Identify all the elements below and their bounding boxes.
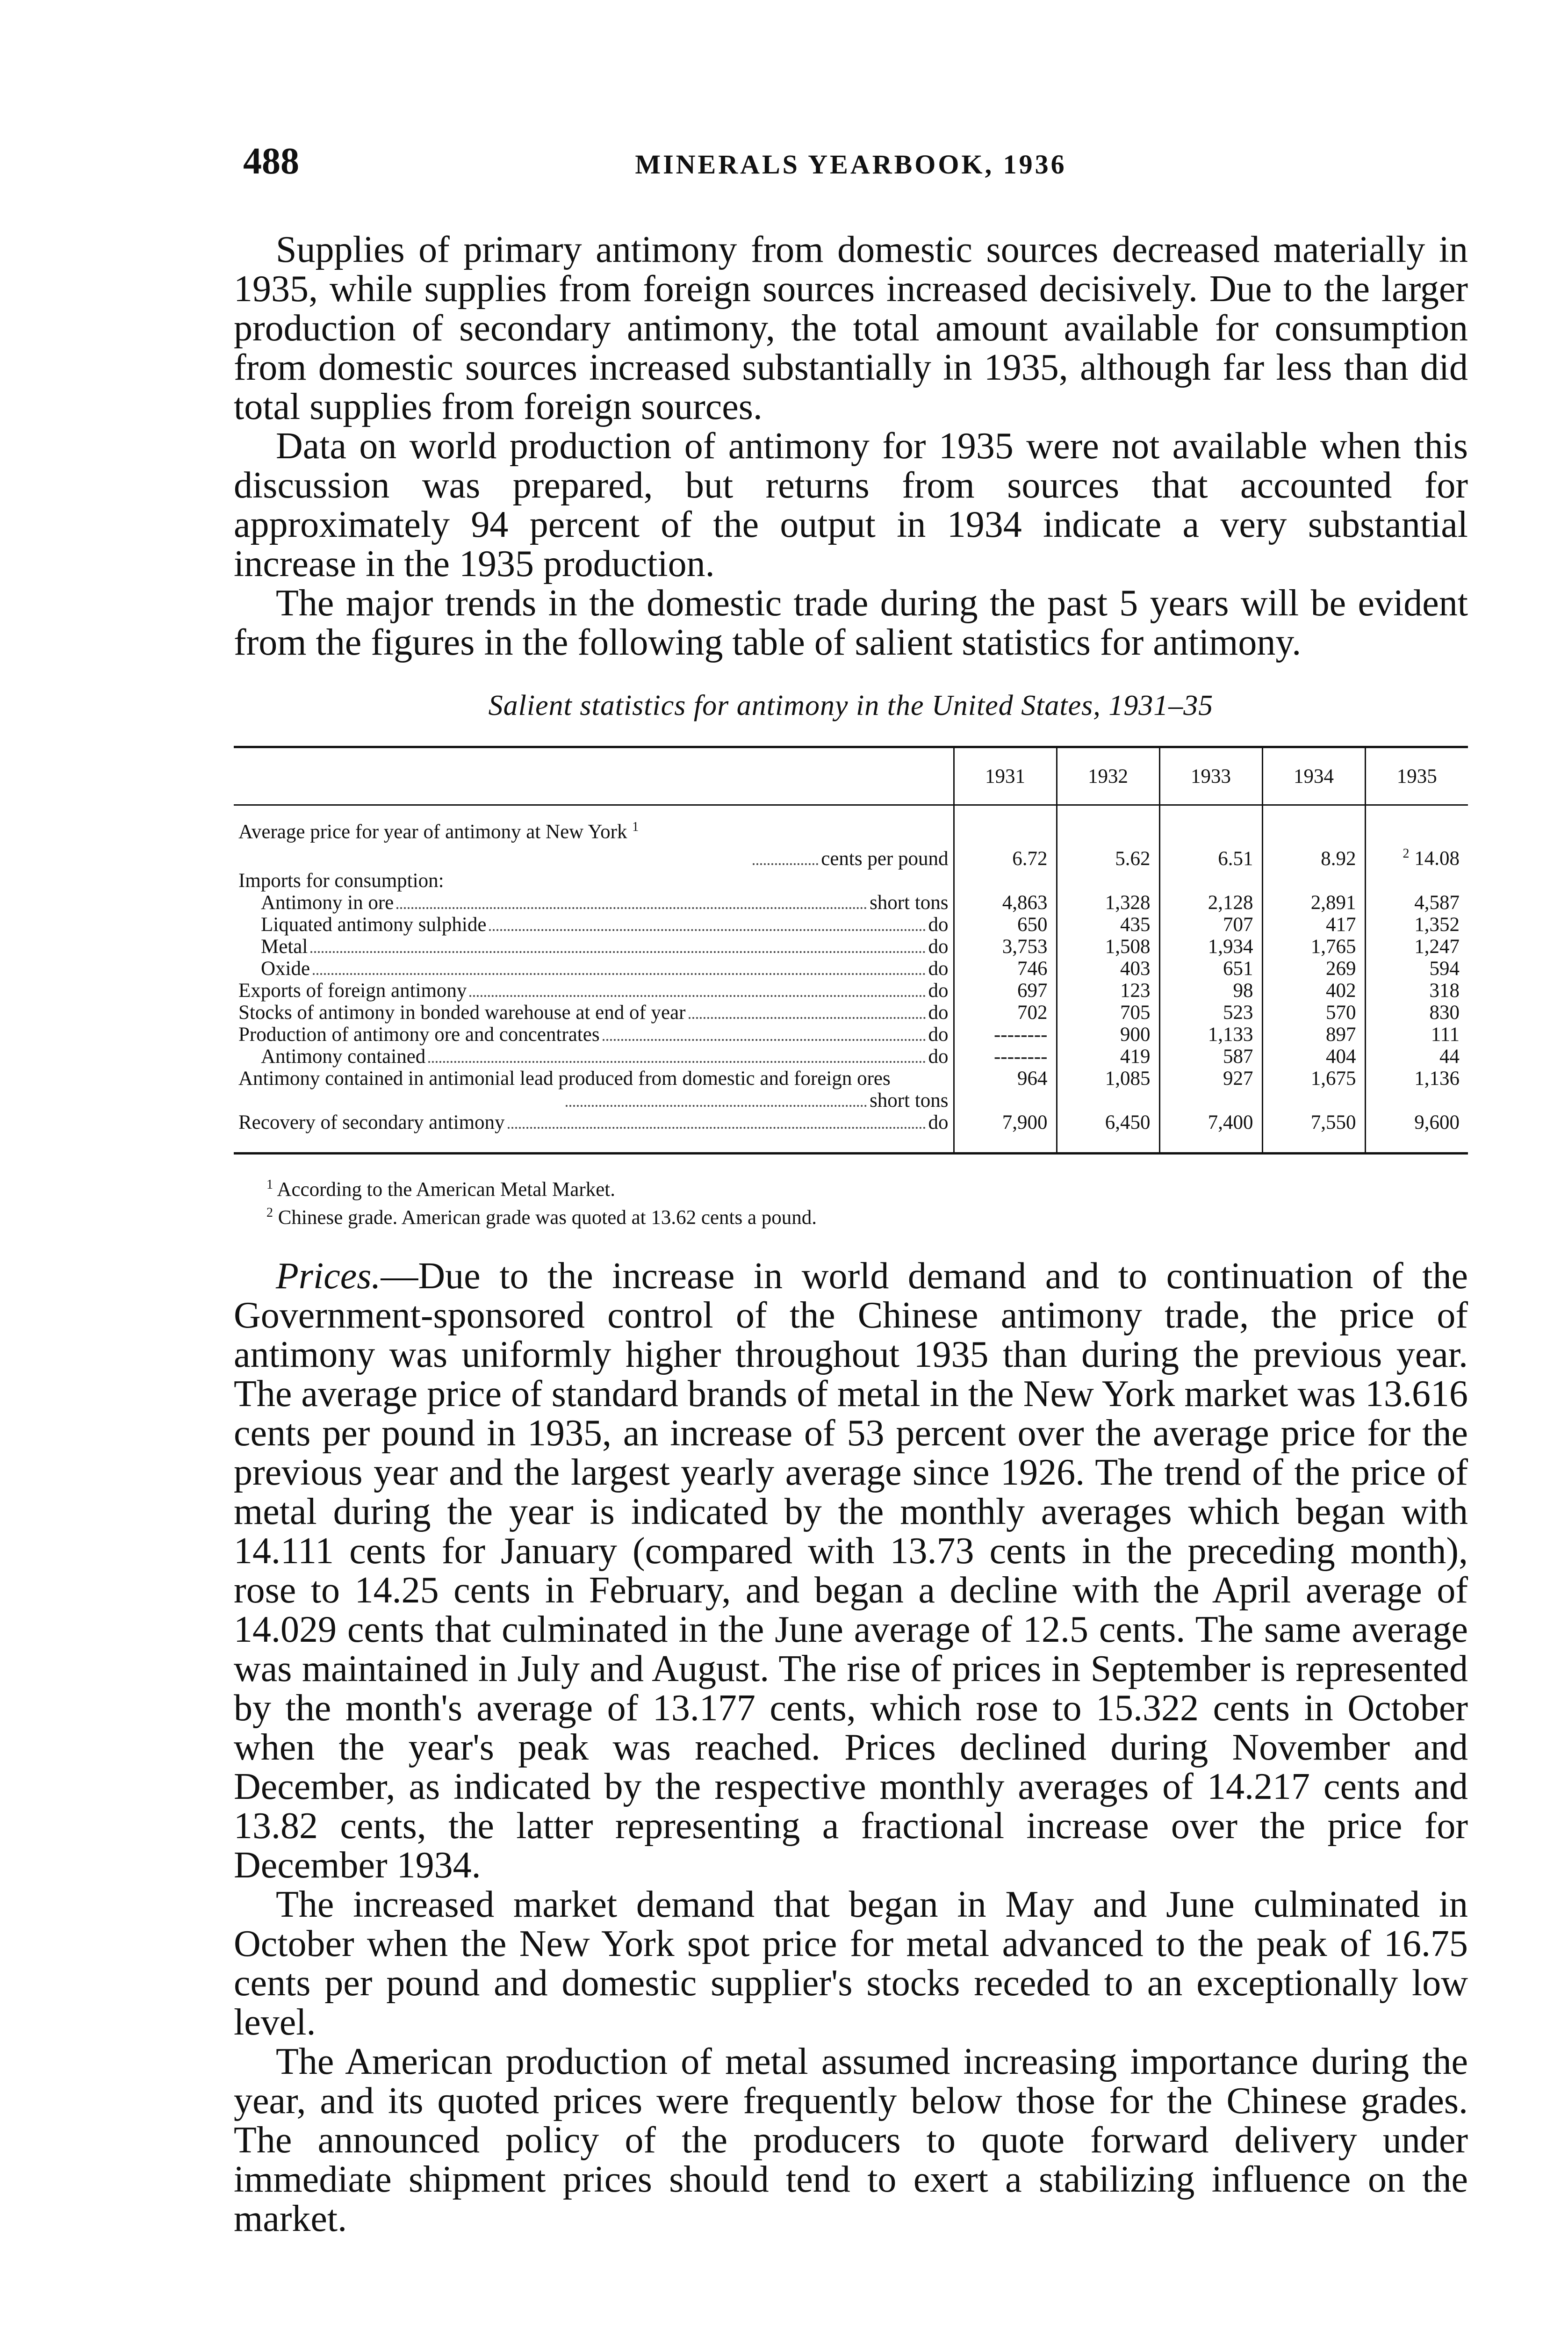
table-cell: 6.51 (1159, 843, 1262, 869)
table-cell: 705 (1057, 1002, 1159, 1024)
table-header-row (234, 747, 1468, 805)
table-cell: 403 (1057, 958, 1159, 980)
table-row (234, 1111, 1468, 1133)
table-row (234, 892, 1468, 914)
row-unit: cents per pound (234, 843, 954, 869)
header-blank-cell (234, 747, 954, 805)
salient-statistics-table (234, 746, 1468, 1155)
table-row (234, 816, 1468, 843)
row-label: Metal do (261, 935, 949, 958)
table-cell: 830 (1365, 1002, 1468, 1024)
row-label: Stocks of antimony in bonded warehouse at end of year do (238, 1001, 949, 1024)
closing-paragraph-1: The increased market demand that began in May and June culminated in October when the New York spot price for metal advanced to the peak of 16.75 cents per pound and domestic supplier's stocks receded to an exceptionally low level. (234, 1884, 1468, 2043)
table-row (234, 958, 1468, 980)
table-cell: 7,550 (1262, 1111, 1365, 1133)
table-cell: 5.62 (1057, 843, 1159, 869)
table-cell: 6.72 (954, 843, 1057, 869)
table-row (234, 1046, 1468, 1068)
table-cell: 435 (1057, 914, 1159, 936)
table-cell: 702 (954, 1002, 1057, 1024)
row-label: Antimony contained in antimonial lead produced from domestic and foreign ores (238, 1067, 891, 1090)
table-row (234, 1090, 1468, 1111)
table-cell: 1,508 (1057, 936, 1159, 958)
table-row (234, 843, 1468, 869)
table-cell: 594 (1365, 958, 1468, 980)
table-cell: 707 (1159, 914, 1262, 936)
table-row (234, 1002, 1468, 1024)
table-cell: 900 (1057, 1024, 1159, 1046)
prices-paragraph: Prices.—Due to the increase in world demand and to continuation of the Government-sponsored control of the Chinese antimony trade, the price of antimony was uniformly higher throughout 1935 than during the previous year. The average price of standard brands of metal in the New York market was 13.616 cents per pound in 1935, an increase of 53 percent over the average price for the previous year and the largest yearly average since 1926. The trend of the price of metal during the year is indicated by the monthly averages which began with 14.111 cents for January (compared with 13.73 cents in the preceding month), rose to 14.25 cents in February, and began a decline with the April average of 14.029 cents that culminated in the June average of 12.5 cents. The same average was maintained in July and August. The rise of prices in September is represented by the month's average of 13.177 cents, which rose to 15.322 cents in October when the year's peak was reached. Prices declined during November and December, as indicated by the respective monthly averages of 14.217 cents and 13.82 cents, the latter representing a fractional increase over the price for December 1934. (234, 1256, 1468, 1886)
table-cell: 650 (954, 914, 1057, 936)
table-cell: 8.92 (1262, 843, 1365, 869)
footnote: $^2$ Chinese grade. American grade was quoted at 13.62 cents a pound. (266, 1205, 817, 1229)
year-header: 1933 (1159, 747, 1262, 805)
table-row (234, 1024, 1468, 1046)
intro-paragraph-2: Data on world production of antimony for 1935 were not available when this discussion was prepared, but returns from sources that accounted for approximately 94 percent of the output in 1934 indicate a very substantial increase in the 1935 production. (234, 426, 1468, 584)
table-cell: 1,765 (1262, 936, 1365, 958)
row-label: Antimony in ore short tons (261, 891, 949, 914)
table-cell: 1,247 (1365, 936, 1468, 958)
row-unit: short tons (234, 1090, 954, 1111)
table-cell: 6,450 (1057, 1111, 1159, 1133)
running-title: MINERALS YEARBOOK, 1936 (635, 149, 1067, 180)
table-cell: 927 (1159, 1068, 1262, 1090)
table-cell: 2,128 (1159, 892, 1262, 914)
table-cell: 417 (1262, 914, 1365, 936)
row-label: Average price for year of antimony at New York $^1$ (238, 820, 639, 843)
row-label: Liquated antimony sulphide do (261, 913, 949, 936)
row-label: Antimony contained do (261, 1045, 949, 1068)
table-cell: 9,600 (1365, 1111, 1468, 1133)
table-cell: 4,587 (1365, 892, 1468, 914)
table-cell: 1,934 (1159, 936, 1262, 958)
table-cell: 523 (1159, 1002, 1262, 1024)
table-cell: 1,675 (1262, 1068, 1365, 1090)
table-cell: 746 (954, 958, 1057, 980)
table-cell: 419 (1057, 1046, 1159, 1068)
row-label: Recovery of secondary antimony do (238, 1111, 949, 1133)
table-row (234, 936, 1468, 958)
table-cell: 3,753 (954, 936, 1057, 958)
table-cell: $^2$ 14.08 (1365, 843, 1468, 869)
year-header: 1935 (1365, 747, 1468, 805)
table-cell: 402 (1262, 980, 1365, 1002)
table-cell: 4,863 (954, 892, 1057, 914)
table-cell: 318 (1365, 980, 1468, 1002)
table-cell: 111 (1365, 1024, 1468, 1046)
table-cell: 7,900 (954, 1111, 1057, 1133)
year-header: 1932 (1057, 747, 1159, 805)
table-cell: 7,400 (1159, 1111, 1262, 1133)
table-row (234, 1068, 1468, 1090)
table-cell: 1,352 (1365, 914, 1468, 936)
table-cell: 404 (1262, 1046, 1365, 1068)
year-header: 1934 (1262, 747, 1365, 805)
table-row (234, 914, 1468, 936)
footnote: $^1$ According to the American Metal Market. (266, 1177, 615, 1200)
table-cell: 1,136 (1365, 1068, 1468, 1090)
table-cell: 570 (1262, 1002, 1365, 1024)
intro-paragraph-1: Supplies of primary antimony from domestic sources decreased materially in 1935, while supplies from foreign sources increased decisively. Due to the larger production of secondary antimony, the total amount available for consumption from domestic sources increased substantially in 1935, although far less than did total supplies from foreign sources. (234, 229, 1468, 427)
table-footnotes (234, 1173, 1468, 1230)
row-label: Imports for consumption: (238, 869, 444, 892)
table-cell: -------- (954, 1046, 1057, 1068)
table-cell: 964 (954, 1068, 1057, 1090)
intro-paragraph-3: The major trends in the domestic trade during the past 5 years will be evident from the figures in the following table of salient statistics for antimony. (234, 583, 1468, 663)
table-cell: 1,085 (1057, 1068, 1159, 1090)
table-row (234, 870, 1468, 892)
row-label: Production of antimony ore and concentrates do (238, 1023, 949, 1046)
table-cell: 98 (1159, 980, 1262, 1002)
table-cell: 2,891 (1262, 892, 1365, 914)
table-cell: 1,133 (1159, 1024, 1262, 1046)
table-cell: 123 (1057, 980, 1159, 1002)
table-cell: 651 (1159, 958, 1262, 980)
table-cell: 269 (1262, 958, 1365, 980)
table-cell: 587 (1159, 1046, 1262, 1068)
table-cell: -------- (954, 1024, 1057, 1046)
year-header: 1931 (954, 747, 1057, 805)
row-label: Oxide do (261, 957, 949, 980)
table-cell: 1,328 (1057, 892, 1159, 914)
document-page (234, 140, 1468, 2238)
row-label: Exports of foreign antimony do (238, 979, 949, 1002)
page-header (234, 140, 1468, 192)
table-cell: 44 (1365, 1046, 1468, 1068)
closing-paragraph-2: The American production of metal assumed increasing importance during the year, and its quoted prices were frequently below those for the Chinese grades. The announced policy of the producers to quote forward delivery under immediate shipment prices should tend to exert a stabilizing influence on the market. (234, 2041, 1468, 2240)
page-number: 488 (243, 141, 299, 182)
table-title: Salient statistics for antimony in the United States, 1931–35 (488, 690, 1214, 722)
prices-heading: Prices. (276, 1256, 381, 1297)
table-cell: 897 (1262, 1024, 1365, 1046)
table-row (234, 980, 1468, 1002)
table-cell: 697 (954, 980, 1057, 1002)
